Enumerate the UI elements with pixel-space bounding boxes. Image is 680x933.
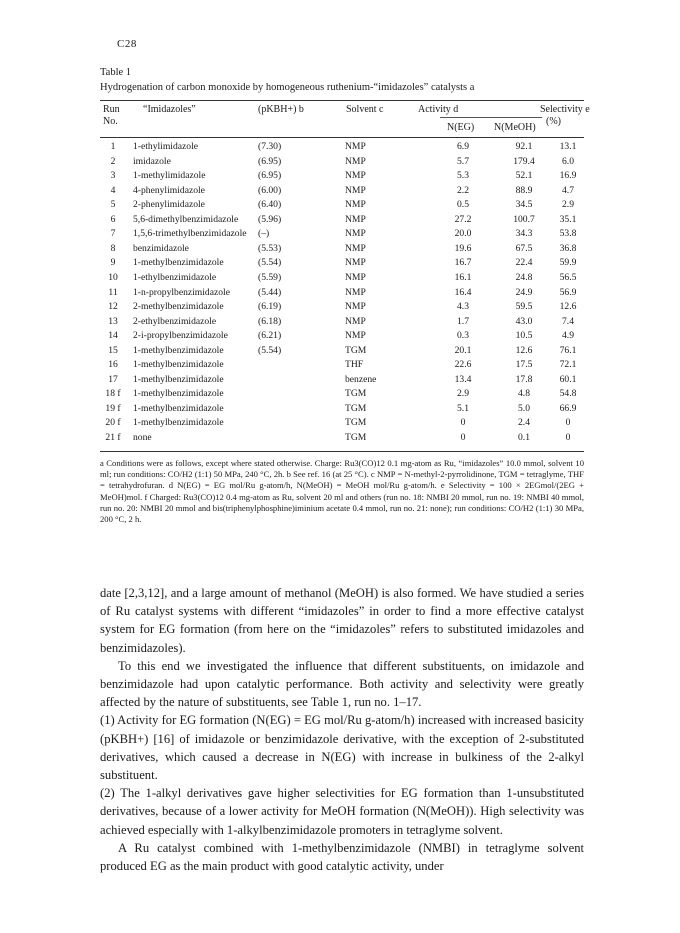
pkbh-value: (6.95): [258, 170, 282, 182]
table-row: [100, 374, 584, 386]
activity-meoh: 52.1: [515, 170, 533, 182]
table-header-rule: [100, 137, 584, 138]
run-number: 17: [108, 373, 118, 385]
imidazole-name: 1-methylbenzimidazole: [133, 417, 224, 429]
imidazole-name: none: [133, 432, 152, 443]
activity-eg: 13.4: [454, 373, 472, 385]
run-number: 11: [108, 286, 118, 298]
table-row: [100, 359, 584, 371]
run-number: 1: [110, 141, 116, 152]
pkbh-value: (6.18): [258, 315, 282, 327]
pkbh-value: (6.95): [258, 155, 282, 167]
table-row: [100, 432, 584, 444]
activity-eg: 0: [460, 417, 466, 429]
table-row: [100, 185, 584, 197]
pkbh-value: (5.53): [258, 242, 282, 254]
imidazole-name: 1-ethylimidazole: [133, 141, 199, 152]
run-number: 7: [110, 228, 116, 240]
selectivity: 36.8: [559, 242, 577, 254]
table-row: [100, 243, 584, 255]
activity-eg: 0: [460, 432, 466, 443]
table-row: [100, 345, 584, 357]
run-number: 16: [108, 359, 118, 371]
activity-meoh: 24.8: [515, 271, 533, 283]
activity-eg: 20.0: [454, 228, 472, 240]
pkbh-value: (6.40): [258, 199, 282, 211]
activity-eg: 22.6: [454, 359, 472, 371]
solvent: NMP: [345, 330, 366, 342]
pkbh-value: (5.54): [258, 344, 282, 356]
page-number: C28: [117, 38, 137, 50]
activity-meoh: 34.3: [515, 228, 533, 240]
table-row: [100, 417, 584, 429]
imidazole-name: 1-methylbenzimidazole: [133, 344, 224, 356]
imidazole-name: 1,5,6-trimethylbenzimidazole: [133, 228, 247, 240]
imidazole-name: 1-methylbenzimidazole: [133, 359, 224, 371]
run-number: 3: [110, 170, 116, 182]
paragraph-3: (1) Activity for EG formation (N(EG) = EG mol/Ru g-atom/h) increased with increased basicity (pKBH+) [16] of imidazole or benzimidazole derivative, with the exception of 2-substituted derivatives, which caused a decrease in N(EG) with increase in bulkiness of the 2-alkyl substituent.: [100, 713, 584, 783]
selectivity: 54.8: [559, 388, 577, 400]
activity-meoh: 5.0: [518, 402, 530, 414]
header-activity-meoh: N(MeOH): [494, 122, 536, 133]
activity-meoh: 12.6: [515, 344, 533, 356]
selectivity: 4.9: [562, 330, 574, 342]
pkbh-value: (6.19): [258, 301, 282, 313]
imidazole-name: 4-phenylimidazole: [133, 184, 205, 196]
pkbh-value: (5.44): [258, 286, 282, 298]
table-row: [100, 141, 584, 153]
header-solvent: Solvent c: [346, 104, 384, 115]
table-row: [100, 272, 584, 284]
table-row: [100, 170, 584, 182]
selectivity: 6.0: [562, 155, 574, 167]
activity-eg: 16.4: [454, 286, 472, 298]
activity-meoh: 34.5: [515, 199, 533, 211]
imidazole-name: 1-methylbenzimidazole: [133, 373, 224, 385]
imidazole-name: 1-n-propylbenzimidazole: [133, 286, 230, 298]
selectivity: 56.5: [559, 271, 577, 283]
activity-meoh: 4.8: [518, 388, 530, 400]
activity-meoh: 22.4: [515, 257, 533, 269]
activity-eg: 5.1: [457, 402, 469, 414]
activity-eg: 2.2: [457, 184, 469, 196]
solvent: TGM: [345, 402, 367, 414]
table-row: [100, 257, 584, 269]
activity-meoh: 2.4: [518, 417, 530, 429]
imidazole-name: 1-ethylbenzimidazole: [133, 271, 217, 283]
selectivity: 16.9: [559, 170, 577, 182]
activity-eg: 0.3: [457, 330, 469, 342]
imidazole-name: imidazole: [133, 155, 171, 167]
header-run: Run: [103, 104, 120, 115]
imidazole-name: 2-phenylimidazole: [133, 199, 205, 211]
table-row: [100, 199, 584, 211]
imidazole-name: 1-methylimidazole: [133, 170, 206, 182]
activity-meoh: 17.5: [515, 359, 533, 371]
selectivity: 4.7: [562, 184, 574, 196]
selectivity: 66.9: [559, 402, 577, 414]
solvent: NMP: [345, 301, 366, 313]
paragraph-2: To this end we investigated the influence that different substituents, on imidazole and benzimidazole had upon catalytic performance. Both activity and selectivity were greatly affected by the nature of substituents, see Table 1, run no. 1–17.: [100, 658, 584, 710]
table-row: [100, 403, 584, 415]
solvent: NMP: [345, 257, 366, 269]
table-row: [100, 214, 584, 226]
header-activity-rule: [440, 117, 542, 118]
table-row: [100, 301, 584, 313]
table-footnotes: a Conditions were as follows, except where stated otherwise. Charge: Ru3(CO)12 0.1 mg-atom as Ru, “imidazoles” 10.0 mmol, solvent 10 ml; run conditions: CO/H2 (1:1) 50 MPa, 240 °C, 2h. b See ref. 16 (at 25 °C). c NMP = N-methyl-2-pyrrolidinone, TGM = tetraglyme, THF = tetrahydrofuran. d N(EG) = EG mol/Ru g-atom/h, N(MeOH) = MeOH mol/Ru g-atom/h. e Selectivity = 100 × 2EGmol/(2EG + MeOH)mol. f Charged: Ru3(CO)12 0.4 mg-atom as Ru, solvent 20 ml and others (run no. 18: NMBI 20 mmol, run no. 19: NMBI 40 mmol, run no. 20: NMBI 20 mmol and bis(triphenylphosphine)iminium acetate 0.4 mmol, run no. 21: none); run conditions: CO/H2 (1:1) 30 MPa, 200 °C, 2 h.: [100, 458, 584, 525]
pkbh-value: (5.59): [258, 271, 282, 283]
selectivity: 56.9: [559, 286, 577, 298]
activity-meoh: 43.0: [515, 315, 533, 327]
imidazole-name: benzimidazole: [133, 242, 189, 254]
activity-eg: 27.2: [454, 213, 472, 225]
activity-meoh: 100.7: [513, 213, 535, 225]
activity-meoh: 88.9: [515, 184, 533, 196]
solvent: NMP: [345, 184, 366, 196]
activity-meoh: 67.5: [515, 242, 533, 254]
run-number: 15: [108, 344, 118, 356]
paragraph-1: date [2,3,12], and a large amount of methanol (MeOH) is also formed. We have studied a series of Ru catalyst systems with different “imidazoles” in order to find a more effective catalyst system for EG formation (from here on the “imidazoles” refers to substituted imidazoles and benzimidazoles).: [100, 586, 584, 655]
activity-eg: 16.1: [454, 271, 472, 283]
imidazole-name: 1-methylbenzimidazole: [133, 388, 224, 400]
activity-eg: 5.7: [457, 155, 469, 167]
selectivity: 60.1: [559, 373, 577, 385]
solvent: NMP: [345, 213, 366, 225]
activity-meoh: 24.9: [515, 286, 533, 298]
run-number: 10: [108, 271, 118, 283]
imidazole-name: 1-methylbenzimidazole: [133, 257, 224, 269]
solvent: TGM: [345, 388, 367, 400]
activity-eg: 5.3: [457, 170, 469, 182]
imidazole-name: 2-i-propylbenzimidazole: [133, 330, 228, 342]
selectivity: 35.1: [559, 213, 577, 225]
activity-meoh: 0.1: [518, 432, 530, 443]
selectivity: 0: [565, 432, 571, 443]
header-activity-eg: N(EG): [447, 122, 475, 133]
table-row: [100, 316, 584, 328]
paragraph-4: (2) The 1-alkyl derivatives gave higher selectivities for EG formation than 1-unsubstituted derivatives, because of a lower activity for MeOH formation (N(MeOH)). High selectivity was achieved especially with 1-alkylbenzimidazole promoters in tetraglyme solvent.: [100, 786, 584, 837]
solvent: TGM: [345, 432, 367, 443]
solvent: NMP: [345, 141, 366, 152]
activity-eg: 0.5: [457, 199, 469, 211]
activity-meoh: 10.5: [515, 330, 533, 342]
pkbh-value: (5.54): [258, 257, 282, 269]
solvent: NMP: [345, 315, 366, 327]
imidazole-name: 5,6-dimethylbenzimidazole: [133, 213, 239, 225]
table-caption: Hydrogenation of carbon monoxide by homogeneous ruthenium-“imidazoles” catalysts a: [100, 82, 475, 93]
imidazole-name: 2-ethylbenzimidazole: [133, 315, 217, 327]
imidazole-name: 2-methylbenzimidazole: [133, 301, 224, 313]
header-run-no: No.: [103, 116, 118, 127]
activity-meoh: 59.5: [515, 301, 533, 313]
solvent: TGM: [345, 417, 367, 429]
pkbh-value: (–): [258, 228, 270, 240]
selectivity: 59.9: [559, 257, 577, 269]
table-row: [100, 156, 584, 168]
run-number: 5: [110, 199, 116, 211]
activity-meoh: 179.4: [513, 155, 535, 167]
table-row: [100, 228, 584, 240]
header-selectivity: Selectivity e: [540, 104, 590, 115]
solvent: NMP: [345, 271, 366, 283]
selectivity: 7.4: [562, 315, 574, 327]
activity-eg: 1.7: [457, 315, 469, 327]
imidazole-name: 1-methylbenzimidazole: [133, 402, 224, 414]
table-row: [100, 330, 584, 342]
run-number: 12: [108, 301, 118, 313]
selectivity: 0: [565, 417, 571, 429]
pkbh-value: (6.21): [258, 330, 282, 342]
run-number: 6: [110, 213, 116, 225]
table-top-rule: [100, 100, 584, 101]
solvent: benzene: [345, 373, 377, 385]
table-row: [100, 287, 584, 299]
run-number: 4: [110, 184, 116, 196]
selectivity: 76.1: [559, 344, 577, 356]
body-text: [100, 584, 584, 875]
header-imidazoles: “Imidazoles”: [143, 104, 196, 115]
run-number: 21 f: [105, 432, 121, 443]
table-bottom-rule: [100, 451, 584, 452]
selectivity: 12.6: [559, 301, 577, 313]
selectivity: 72.1: [559, 359, 577, 371]
selectivity: 2.9: [562, 199, 574, 211]
activity-eg: 19.6: [454, 242, 472, 254]
solvent: NMP: [345, 228, 366, 240]
pkbh-value: (7.30): [258, 141, 282, 152]
selectivity: 53.8: [559, 228, 577, 240]
table-label: Table 1: [100, 67, 132, 78]
activity-eg: 2.9: [457, 388, 469, 400]
table-row: [100, 388, 584, 400]
run-number: 19 f: [105, 402, 121, 414]
pkbh-value: (5.96): [258, 213, 282, 225]
run-number: 14: [108, 330, 118, 342]
solvent: NMP: [345, 170, 366, 182]
run-number: 9: [110, 257, 116, 269]
activity-meoh: 92.1: [515, 141, 533, 152]
pkbh-value: (6.00): [258, 184, 282, 196]
header-activity: Activity d: [418, 104, 459, 115]
paragraph-5: A Ru catalyst combined with 1-methylbenzimidazole (NMBI) in tetraglyme solvent produced EG as the main product with good catalytic activity, under: [100, 840, 584, 874]
solvent: NMP: [345, 155, 366, 167]
header-selectivity-unit: (%): [546, 116, 561, 127]
solvent: NMP: [345, 199, 366, 211]
solvent: NMP: [345, 286, 366, 298]
activity-eg: 6.9: [457, 141, 469, 152]
solvent: NMP: [345, 242, 366, 254]
run-number: 20 f: [105, 417, 121, 429]
activity-eg: 4.3: [457, 301, 469, 313]
solvent: TGM: [345, 344, 367, 356]
solvent: THF: [345, 359, 364, 371]
run-number: 8: [110, 242, 116, 254]
selectivity: 13.1: [559, 141, 577, 152]
activity-meoh: 17.8: [515, 373, 533, 385]
run-number: 2: [110, 155, 116, 167]
activity-eg: 16.7: [454, 257, 472, 269]
run-number: 18 f: [105, 388, 121, 400]
header-pkbh: (pKBH+) b: [258, 104, 304, 115]
run-number: 13: [108, 315, 118, 327]
activity-eg: 20.1: [454, 344, 472, 356]
